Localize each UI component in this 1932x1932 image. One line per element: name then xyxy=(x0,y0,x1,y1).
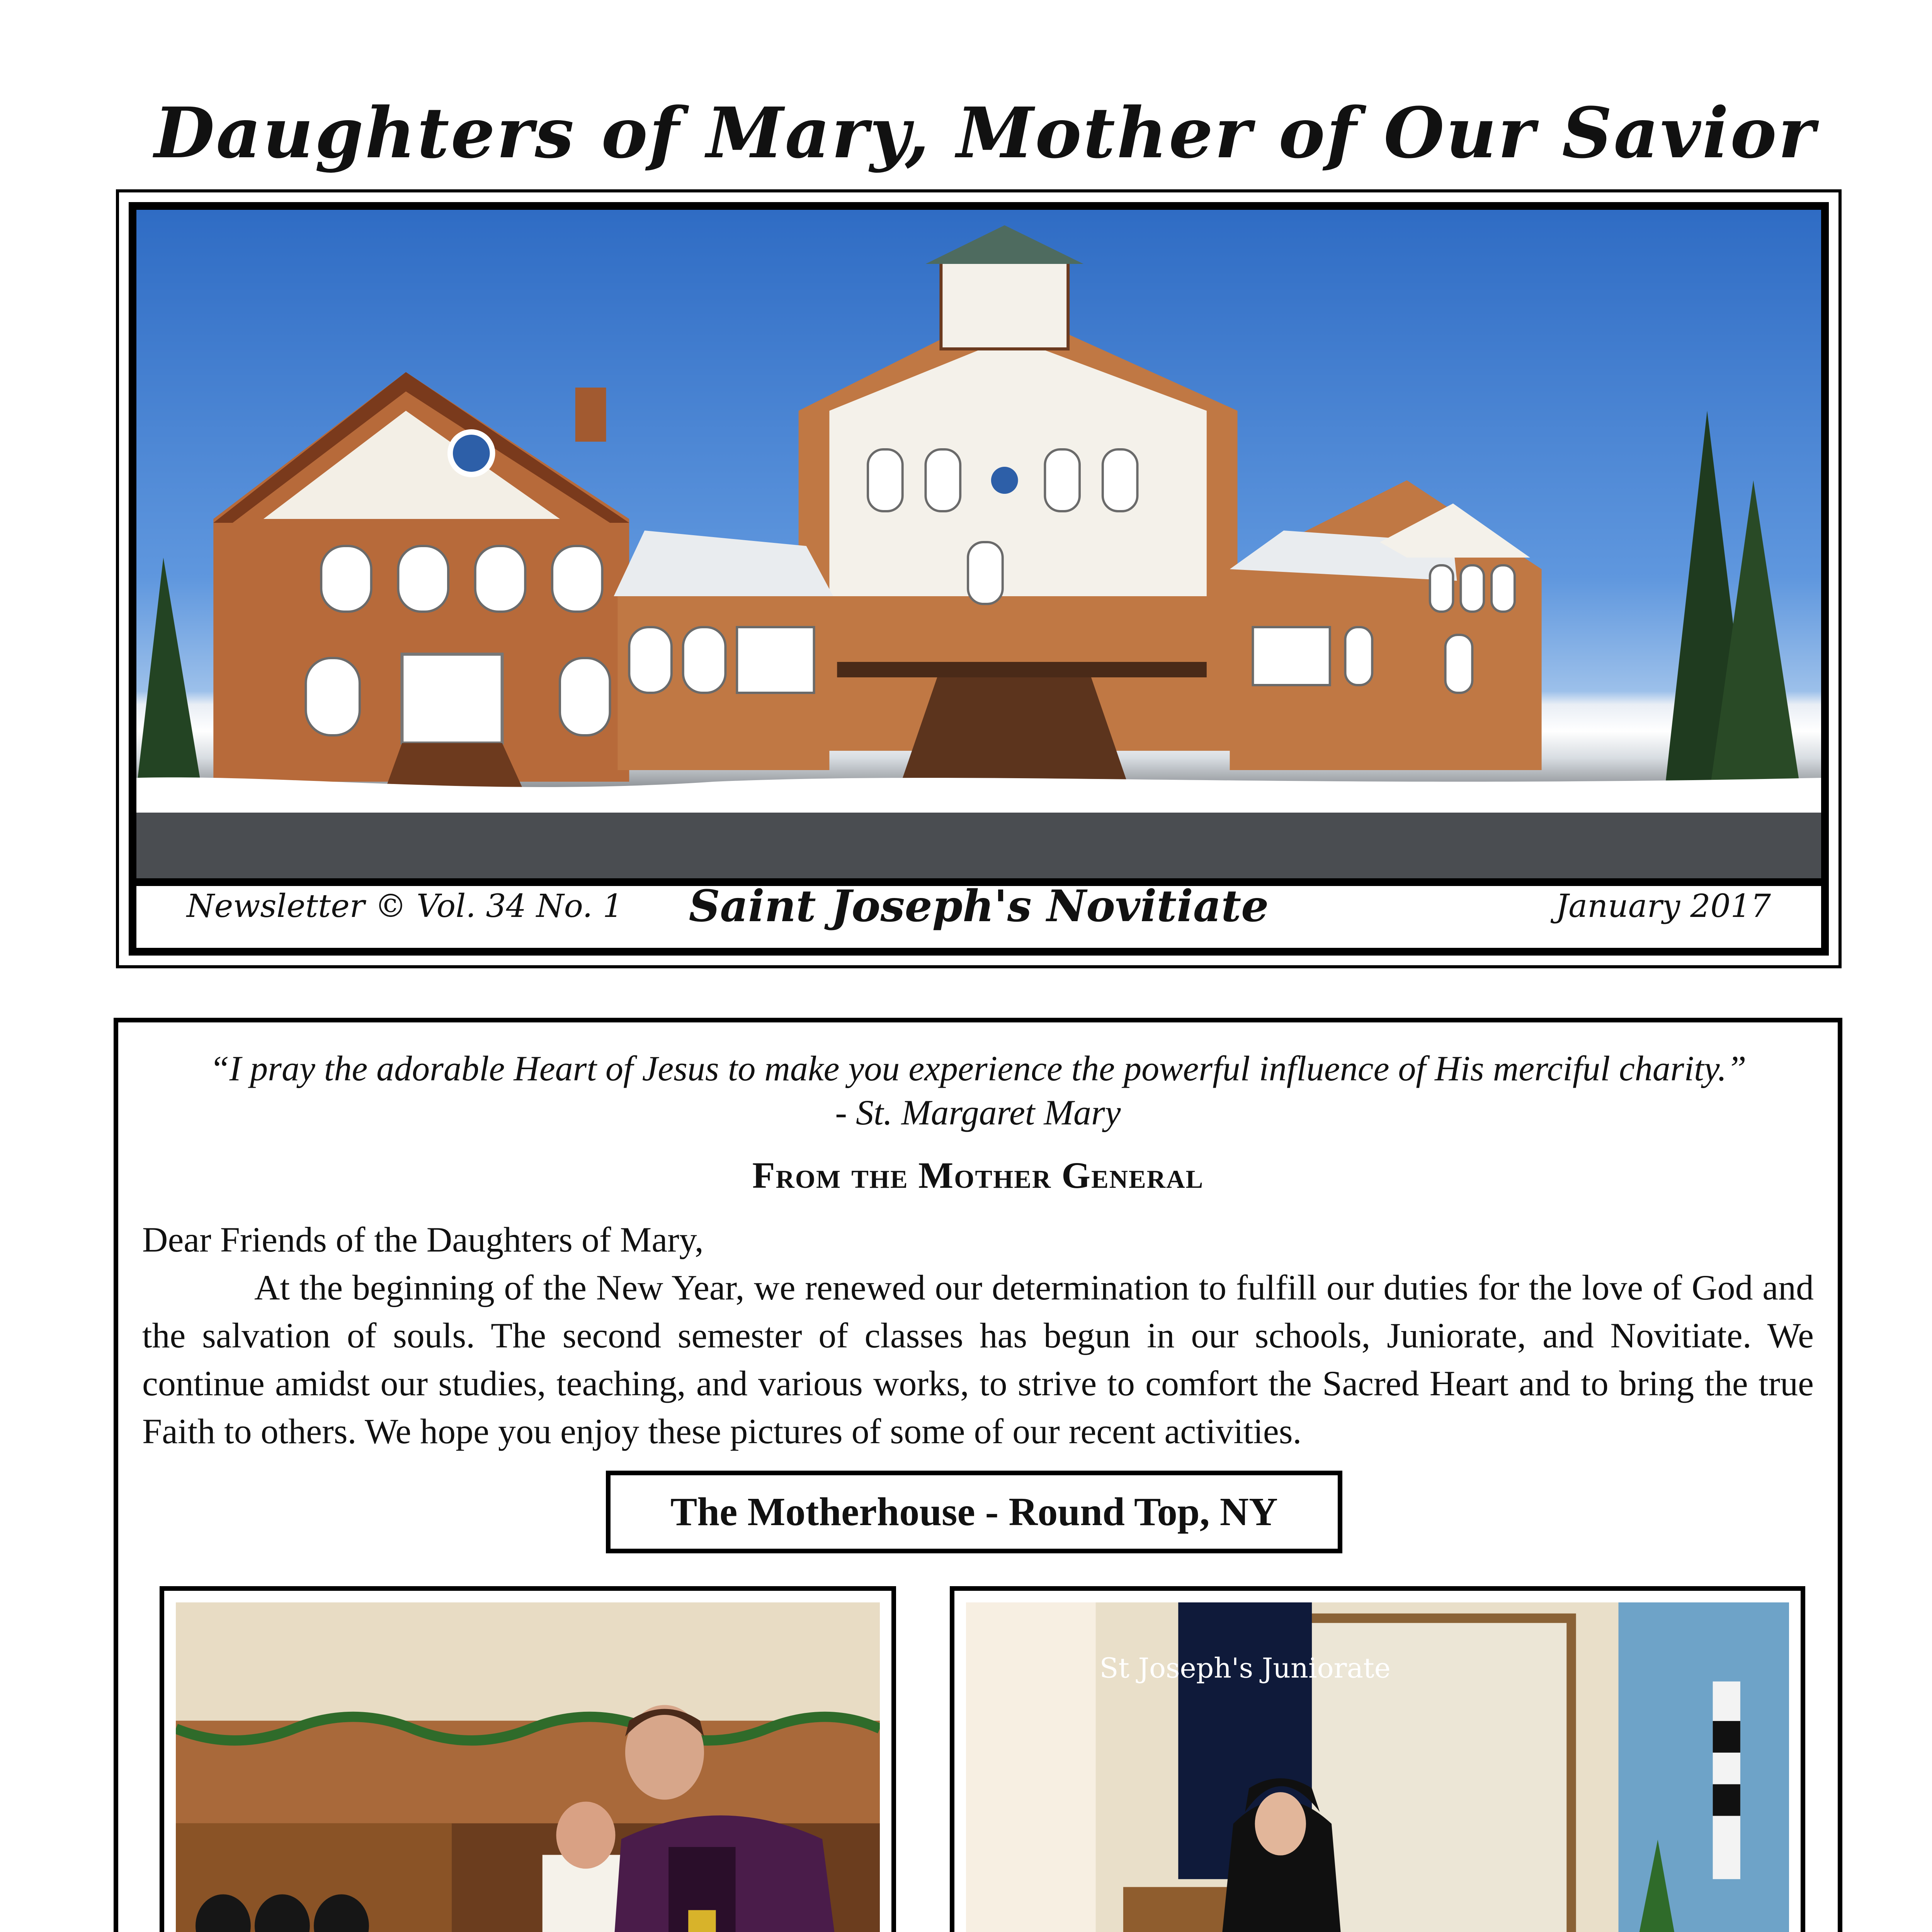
header-frame-inner xyxy=(129,202,1829,956)
header-info-strip xyxy=(136,865,1821,948)
banner-text: St Joseph's Juniorate xyxy=(1099,1652,1391,1684)
juniorate-dinner-illustration xyxy=(966,1602,1789,1932)
issue-date: January 2017 xyxy=(1556,888,1771,925)
candle-blessing-photo xyxy=(176,1602,880,1932)
opening-quote xyxy=(118,1046,1838,1134)
letter-body xyxy=(142,1216,1814,1455)
quote-text: “I pray the adorable Heart of Jesus to make you experience the powerful influence of His merciful charity.” xyxy=(209,1049,1747,1088)
quote-attribution: - St. Margaret Mary xyxy=(835,1093,1121,1133)
letter-paragraph: At the beginning of the New Year, we renewed our determination to fulfill our duties for the love of God and the salvation of souls. The second semester of classes has begun in our schools, Juniorate, and Novitiate. We continue amidst our studies, teaching, and various works, to strive to comfort the Sacred Heart and to bring the true Faith to others. We hope you enjoy these pictures of some of our recent activities. xyxy=(142,1268,1814,1451)
header-frame xyxy=(116,189,1842,968)
building-photo xyxy=(136,210,1821,886)
house-name: Saint Joseph's Novitiate xyxy=(689,881,1269,932)
candle-blessing-photo-frame xyxy=(160,1586,896,1932)
letter-heading: From the Mother General xyxy=(752,1155,1204,1196)
building-illustration xyxy=(136,210,1821,878)
newsletter-volume: Newsletter © Vol. 34 No. 1 xyxy=(187,888,623,925)
location-heading: The Motherhouse - Round Top, NY xyxy=(606,1471,1342,1553)
juniorate-dinner-photo-frame xyxy=(950,1586,1805,1932)
masthead-title: Daughters of Mary, Mother of Our Savior xyxy=(154,92,1816,174)
candle-blessing-illustration xyxy=(176,1602,880,1932)
juniorate-dinner-photo xyxy=(966,1602,1789,1932)
letter-salutation: Dear Friends of the Daughters of Mary, xyxy=(142,1220,704,1259)
main-content-box xyxy=(114,1018,1842,1932)
